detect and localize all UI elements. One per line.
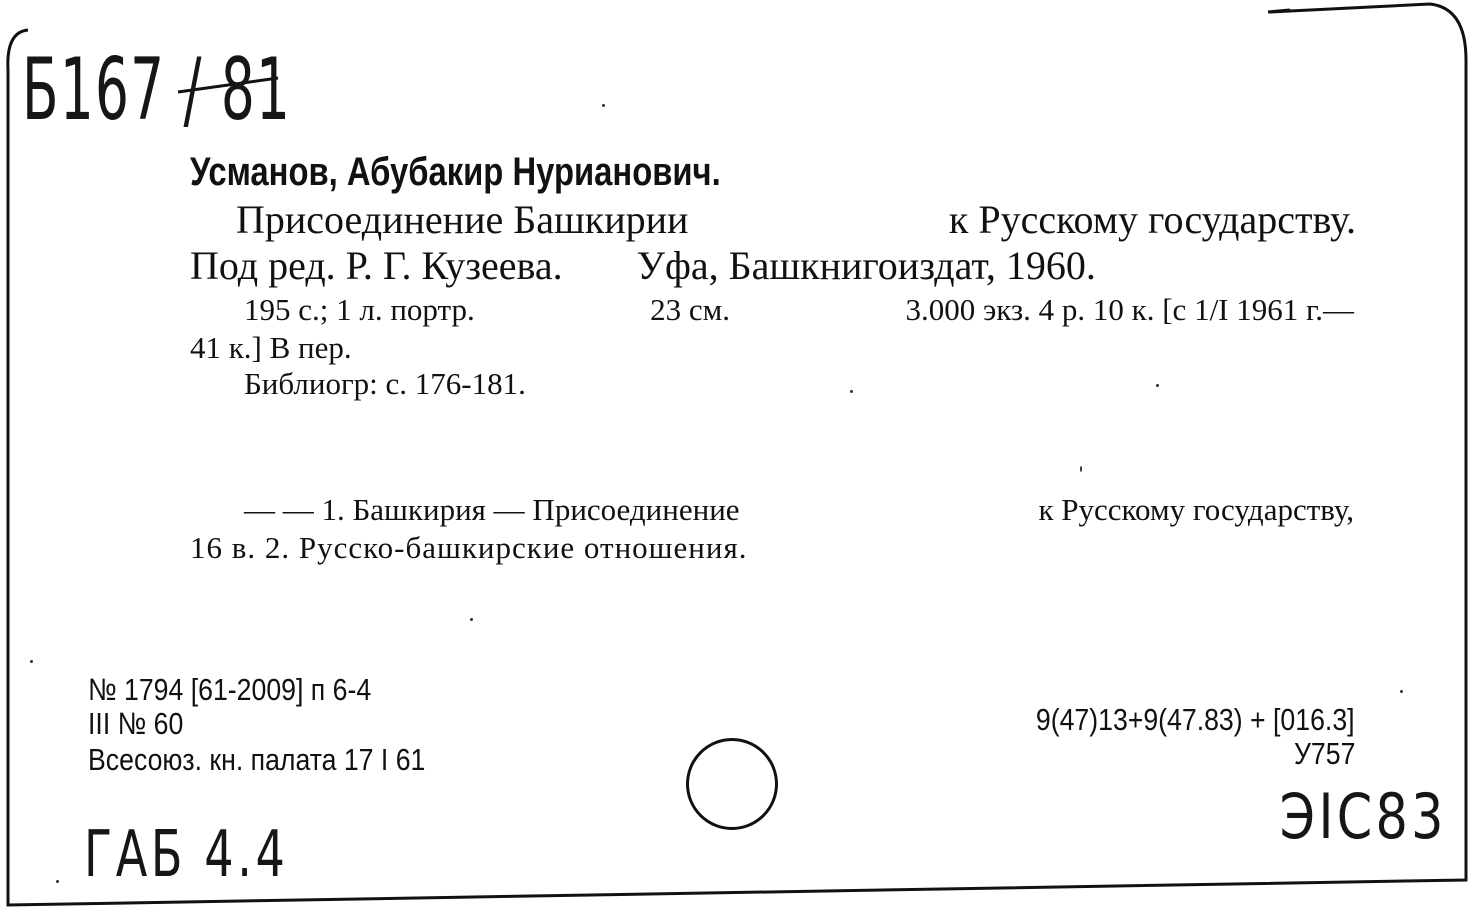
title-line-1 (236, 196, 1356, 243)
subjects-line-1 (244, 492, 1354, 528)
classification-index: 9(47)13+9(47.83) + [016.3] (1036, 702, 1355, 737)
pagination: 195 с.; 1 л. портр. (244, 292, 475, 327)
registration-number: № 1794 [61-2009] п 6-4 (88, 672, 372, 707)
chamber-imprint: Всесоюз. кн. палата 17 I 61 (88, 742, 426, 777)
author-heading: Усманов, Абубакир Нурианович. (190, 150, 721, 194)
bibliography-note: Библиогр: с. 176-181. (244, 366, 526, 401)
title-main: Присоединение Башкирии (236, 197, 689, 242)
speck (850, 390, 853, 393)
speck (1400, 690, 1403, 693)
speck (1156, 384, 1159, 387)
collation-line-2: 41 к.] В пер. (190, 330, 352, 365)
title-continuation: к Русскому государству. (948, 197, 1356, 242)
author-mark: У757 (1293, 736, 1355, 771)
collation-line-1 (244, 292, 1354, 328)
series-number: III № 60 (88, 706, 184, 741)
size: 23 см. (650, 292, 731, 327)
card-punch-hole (686, 738, 778, 830)
subject-1: — — 1. Башкирия — Присоединение (244, 492, 740, 527)
print-run-price: 3.000 экз. 4 р. 10 к. [с 1/I 1961 г.— (905, 292, 1354, 327)
holding-note-handwritten: ГАБ 4.4 (84, 818, 289, 892)
speck (470, 618, 473, 621)
imprint: Уфа, Башкнигоиздат, 1960. (636, 243, 1096, 288)
subjects-line-2: 16 в. 2. Русско-башкирские отношения. (190, 530, 748, 565)
speck (56, 880, 59, 883)
shelf-code-handwritten: Б167 / 81 (22, 40, 292, 140)
speck (30, 660, 33, 663)
editor-statement: Под ред. Р. Г. Кузеева. (190, 243, 563, 288)
speck (602, 104, 605, 107)
subject-1-cont: к Русскому государству, (1038, 492, 1354, 527)
inventory-handwritten: ЭІС83 (1279, 780, 1447, 853)
title-line-2 (190, 242, 1290, 289)
speck (1080, 466, 1082, 472)
